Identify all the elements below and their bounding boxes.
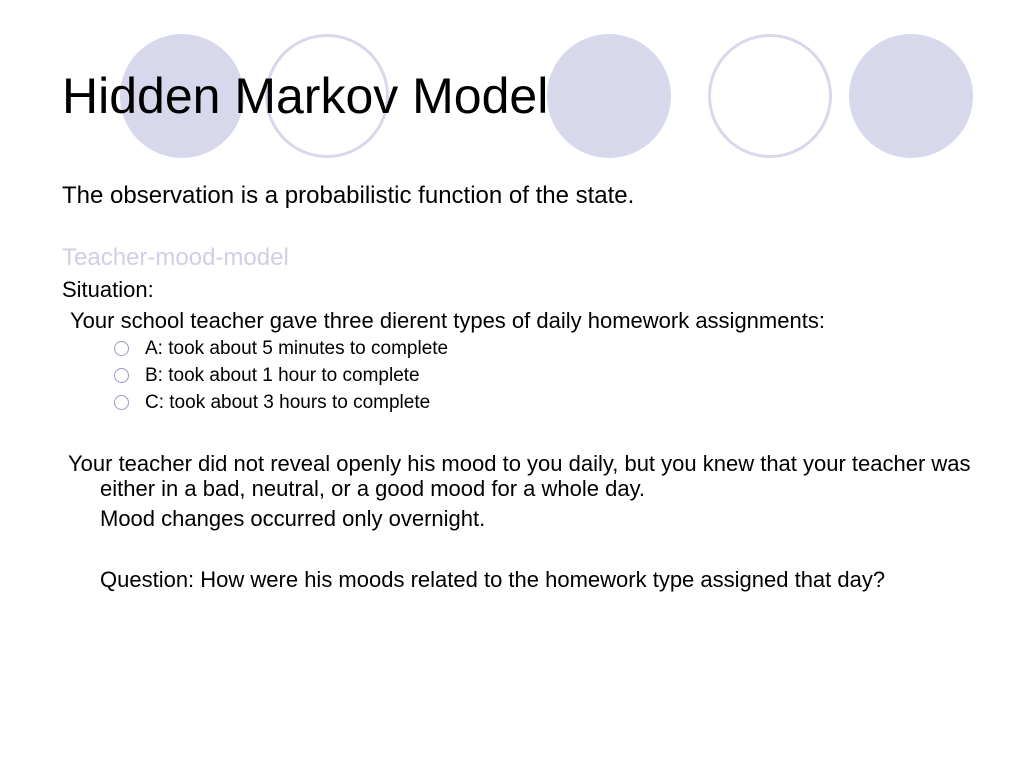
section-title: Teacher-mood-model <box>62 244 289 271</box>
hollow-bullet-icon <box>114 341 129 356</box>
decor-circle-filled <box>849 34 973 158</box>
mood-paragraph: Your teacher did not reveal openly his mood to you daily, but you knew that your teacher was either in a bad, neutral, or a good mood for a whole day. <box>68 451 971 501</box>
question-text: Question: How were his moods related to the homework type assigned that day? <box>100 567 886 592</box>
decor-circle-ring <box>708 34 832 158</box>
mood-changes-text: Mood changes occurred only overnight. <box>100 506 486 531</box>
assignments-intro: Your school teacher gave three dierent types of daily homework assignments: <box>70 308 825 333</box>
list-item-text: C: took about 3 hours to complete <box>145 392 431 413</box>
decor-circle-filled <box>547 34 671 158</box>
situation-label: Situation: <box>62 277 154 302</box>
list-item <box>114 391 448 418</box>
intro-text: The observation is a probabilistic function of the state. <box>62 182 635 209</box>
hollow-bullet-icon <box>114 368 129 383</box>
assignment-list <box>114 337 448 418</box>
list-item <box>114 364 448 391</box>
list-item-text: A: took about 5 minutes to complete <box>145 338 449 359</box>
list-item-text: B: took about 1 hour to complete <box>145 365 420 386</box>
hollow-bullet-icon <box>114 395 129 410</box>
list-item <box>114 337 448 364</box>
slide-title: Hidden Markov Model <box>62 68 549 124</box>
